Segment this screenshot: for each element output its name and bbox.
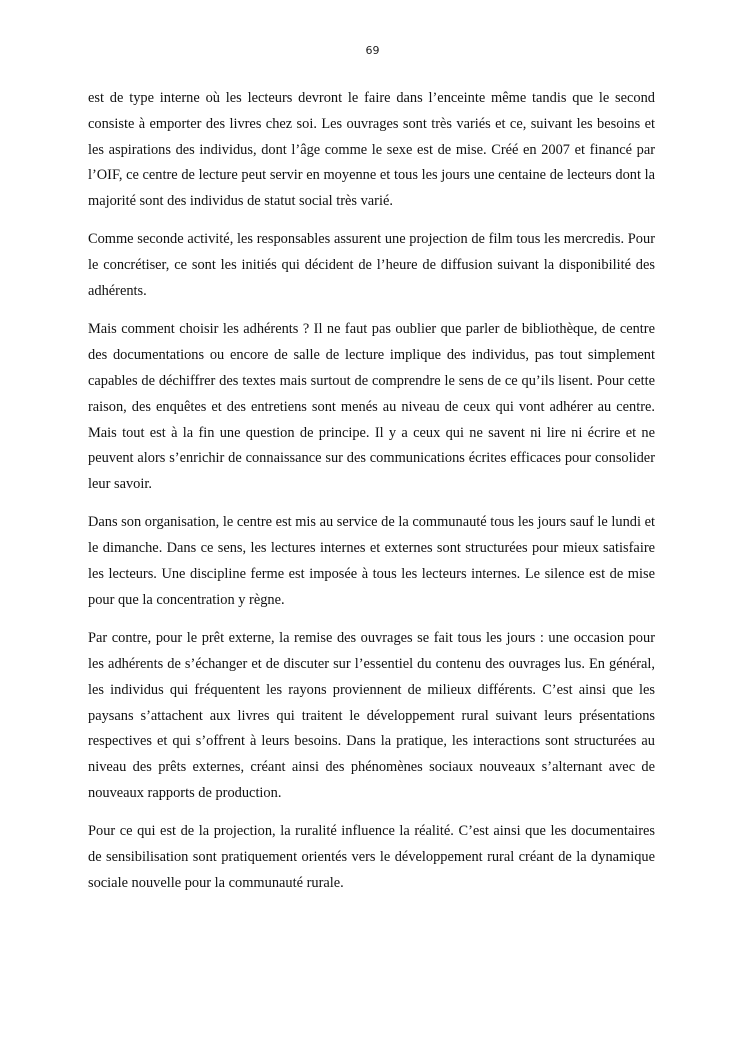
paragraph-6: Pour ce qui est de la projection, la ruralité influence la réalité. C’est ainsi que les documentaires de sensibilisation sont pratiquement orientés vers le développement rural créant de la dynamique sociale nouvelle pour la communauté rurale. [88,823,655,891]
paragraph-5: Par contre, pour le prêt externe, la remise des ouvrages se fait tous les jours : une occasion pour les adhérents de s’échanger et de discuter sur l’essentiel du contenu des ouvrages lus. En général, les individus qui fréquentent les rayons proviennent de milieux différents. C’est ainsi que les paysans s’attachent aux livres qui traitent le développement rural suivant leurs présentations respectives et qui s’offrent à leurs besoins. Dans la pratique, les interactions sont structurées au niveau des prêts externes, créant ainsi des phénomènes sociaux nouveaux s’alternant avec de nouveaux rapports de production. [88,630,655,801]
paragraph-4: Dans son organisation, le centre est mis au service de la communauté tous les jours sauf le lundi et le dimanche. Dans ce sens, les lectures internes et externes sont structurées pour mieux satisfaire les lecteurs. Une discipline ferme est imposée à tous les lecteurs internes. Le silence est de mise pour que la concentration y règne. [88,514,655,608]
paragraph-3: Mais comment choisir les adhérents ? Il ne faut pas oublier que parler de bibliothèque, de centre des documentations ou encore de salle de lecture implique des individus, pas tout simplement capables de déchiffrer des textes mais surtout de comprendre le sens de ce qu’ils lisent. Pour cette raison, des enquêtes et des entretiens sont menés au niveau de ceux qui vont adhérer au centre. Mais tout est à la fin une question de principe. Il y a ceux qui ne savent ni lire ni écrire et ne peuvent alors s’enrichir de connaissance sur des communications écrites efficaces pour consolider leur savoir. [88,321,655,493]
body-text [88,86,655,909]
page-number: 69 [365,44,380,57]
paragraph-1: est de type interne où les lecteurs devront le faire dans l’enceinte même tandis que le second consiste à emporter des livres chez soi. Les ouvrages sont très variés et ce, suivant les besoins et les aspirations des individus, dont l’âge comme le sexe est de mise. Créé en 2007 et financé par l’OIF, ce centre de lecture peut servir en moyenne et tous les jours une centaine de lecteurs dont la majorité sont des individus de statut social très varié. [88,90,655,210]
paragraph-2: Comme seconde activité, les responsables assurent une projection de film tous les mercredis. Pour le concrétiser, ce sont les initiés qui décident de l’heure de diffusion suivant la disponibilité des adhérents. [88,231,655,300]
